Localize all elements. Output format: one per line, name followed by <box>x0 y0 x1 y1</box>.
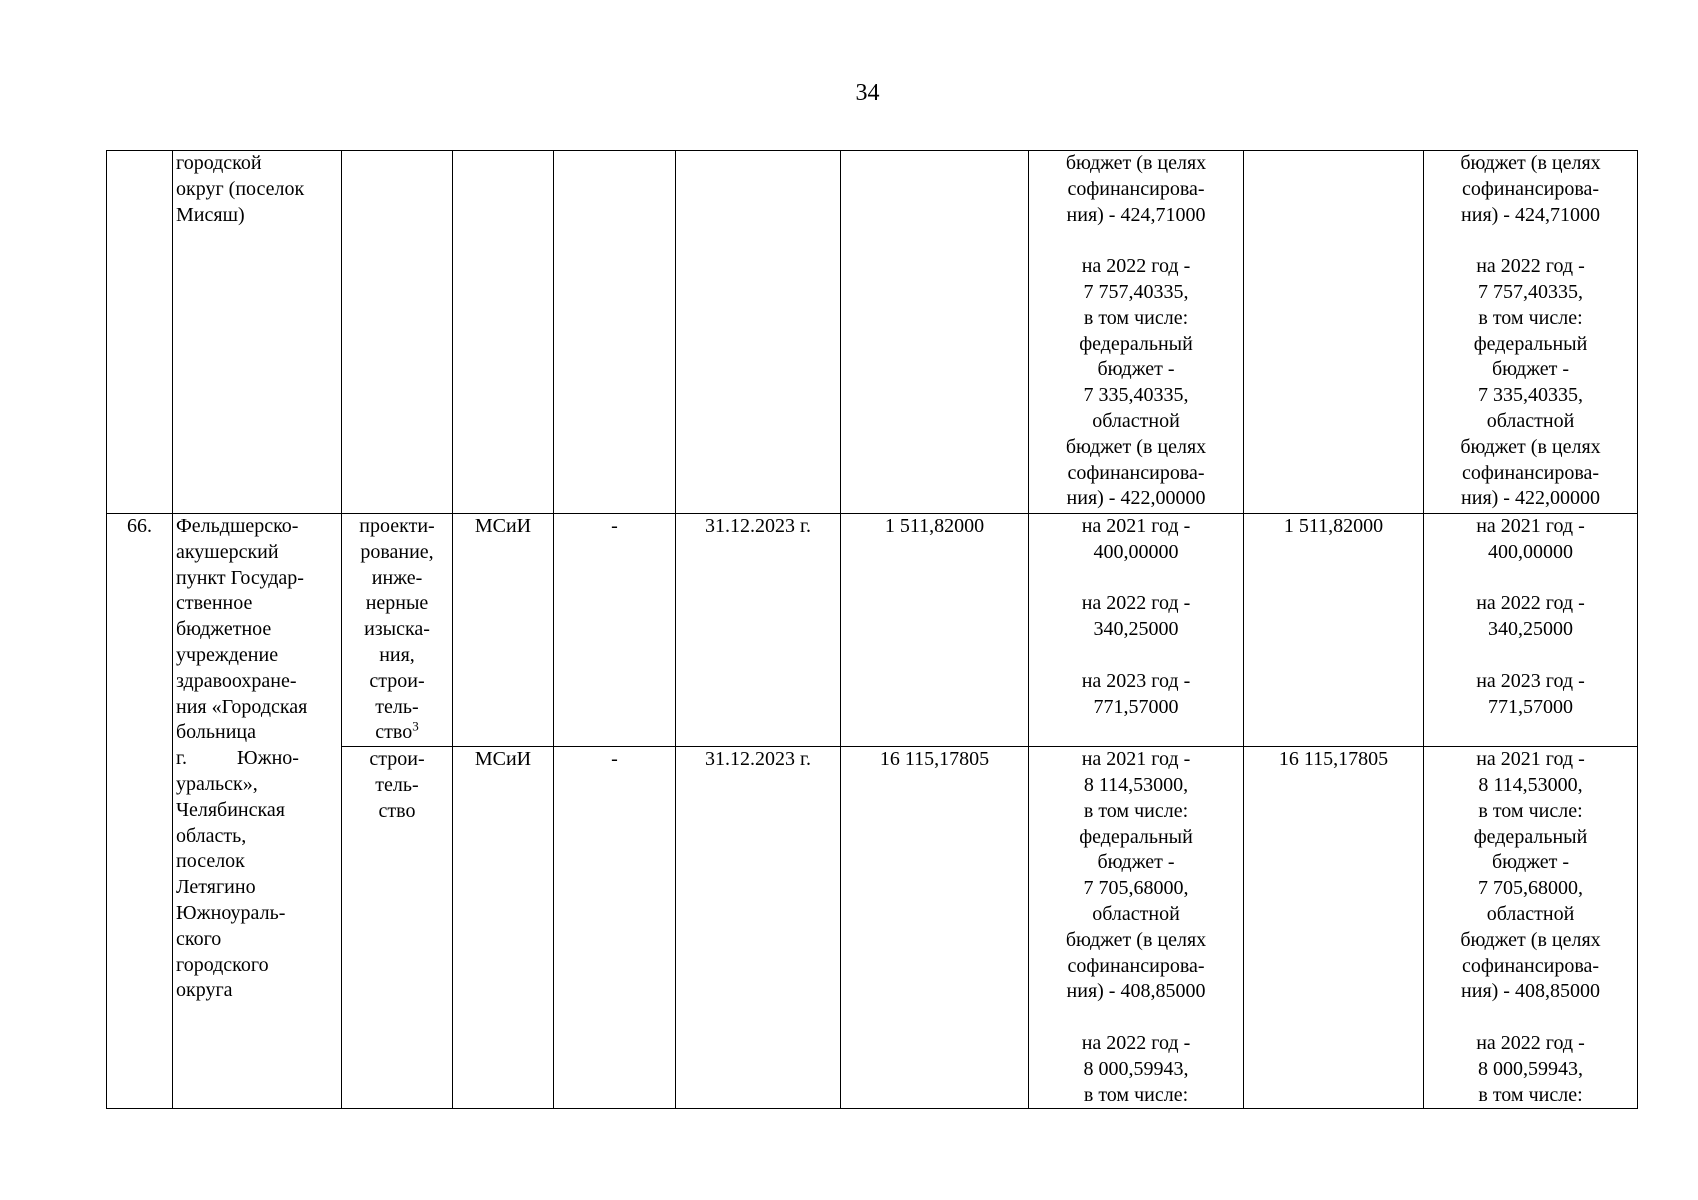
text-line: софинансирова- <box>1461 177 1600 200</box>
text-line: софинансирова- <box>1067 954 1205 977</box>
name-line: Челябинская <box>176 798 286 821</box>
text-line: федеральный <box>1079 332 1193 355</box>
text-line: областной <box>1092 409 1180 432</box>
text-line: на 2021 год - <box>1476 748 1585 771</box>
text-line: на 2022 год - <box>1081 1031 1191 1054</box>
work-line: ство <box>378 799 416 822</box>
cost-cell <box>841 151 1029 514</box>
name-line: городской <box>176 152 262 174</box>
name-line: ния «Городская <box>176 695 308 718</box>
work-line: рование, <box>360 540 434 563</box>
name-line: акушерский <box>176 540 279 563</box>
text-line: 340,25000 <box>1488 618 1573 641</box>
text-line: бюджет - <box>1097 358 1175 381</box>
object-table <box>106 150 1638 1109</box>
text-line: на 2022 год - <box>1081 255 1191 278</box>
name-line: уральск», <box>176 772 258 795</box>
text-line: 8 000,59943, <box>1083 1057 1189 1080</box>
text-line: ния) - 424,71000 <box>1461 203 1600 226</box>
text-line: ния) - 422,00000 <box>1461 487 1600 510</box>
work-line: нерные <box>365 592 429 615</box>
work-line: инже- <box>371 566 423 589</box>
name-line: учреждение <box>176 643 279 666</box>
text-line: бюджет - <box>1491 851 1570 874</box>
total-cost-cell: 16 115,17805 <box>1244 747 1424 1109</box>
text-line: областной <box>1092 902 1180 925</box>
text-line: на 2021 год - <box>1081 515 1191 537</box>
text-line: 7 757,40335, <box>1083 280 1189 303</box>
text-line: 7 335,40335, <box>1478 384 1583 407</box>
col4-cell <box>554 151 676 514</box>
text-line: на 2022 год - <box>1476 1031 1585 1054</box>
name-line: ского <box>176 927 222 950</box>
text-line: 400,00000 <box>1093 540 1179 563</box>
name-line: Южноураль- <box>176 901 286 924</box>
work-line-text: ство <box>375 721 413 744</box>
spacer <box>1032 566 1240 592</box>
name-line: бюджетное <box>176 618 272 641</box>
text-line: федеральный <box>1079 825 1193 848</box>
text-line: на 2022 год - <box>1081 592 1191 615</box>
work-type-cell <box>342 747 453 1109</box>
text-line: бюджет (в целях <box>1065 928 1207 951</box>
text-line: на 2022 год - <box>1476 592 1585 615</box>
name-line: округа <box>176 979 233 1002</box>
text-line: 400,00000 <box>1488 540 1573 563</box>
text-line: бюджет (в целях <box>1065 435 1207 458</box>
financing-by-year-cell-2 <box>1424 151 1638 514</box>
text-line: в том числе: <box>1478 306 1583 329</box>
work-type-cell <box>342 151 453 514</box>
name-line: городского <box>176 953 269 976</box>
name-line: ственное <box>176 592 253 615</box>
work-line-last <box>345 720 449 746</box>
spacer <box>1427 1005 1634 1031</box>
spacer <box>1427 643 1634 669</box>
name-line: поселок <box>176 850 245 873</box>
deadline-cell: 31.12.2023 г. <box>676 514 841 747</box>
name-line: Мисяш) <box>176 203 245 226</box>
total-cost-cell <box>1244 151 1424 514</box>
cost-cell: 16 115,17805 <box>841 747 1029 1109</box>
text-line: ния) - 424,71000 <box>1066 203 1206 226</box>
work-type-cell <box>342 514 453 747</box>
deadline-cell <box>676 151 841 514</box>
work-line: тель- <box>375 773 419 796</box>
financing-by-year-cell <box>1029 514 1244 747</box>
customer-cell: МСиИ <box>453 514 554 747</box>
text-line: 8 000,59943, <box>1478 1057 1583 1080</box>
spacer <box>1427 228 1634 254</box>
name-line: г. Южно- <box>176 747 299 770</box>
text-line: софинансирова- <box>1067 177 1205 200</box>
text-line: на 2023 год - <box>1476 669 1585 692</box>
page-number: 34 <box>855 80 880 106</box>
cost-cell: 1 511,82000 <box>841 514 1029 747</box>
text-line: на 2023 год - <box>1081 669 1191 692</box>
text-line: бюджет (в целях <box>1460 928 1601 951</box>
text-line: в том числе: <box>1083 799 1189 822</box>
text-line: федеральный <box>1473 825 1588 848</box>
object-name-cell <box>173 514 342 1109</box>
work-line: проекти- <box>359 515 435 537</box>
object-name-cell <box>173 151 342 514</box>
financing-by-year-cell <box>1029 151 1244 514</box>
text-line: 771,57000 <box>1093 695 1179 718</box>
name-line: пункт Государ- <box>176 566 304 589</box>
work-line: ния, <box>379 643 415 666</box>
name-line: Летягино <box>176 876 256 899</box>
text-line: 340,25000 <box>1093 618 1179 641</box>
work-line: строи- <box>369 669 425 692</box>
financing-by-year-cell-2 <box>1424 514 1638 747</box>
text-line: 771,57000 <box>1488 695 1573 718</box>
text-line: 7 757,40335, <box>1478 280 1583 303</box>
text-line: софинансирова- <box>1461 954 1600 977</box>
text-line: в том числе: <box>1478 799 1583 822</box>
spacer <box>1032 1005 1240 1031</box>
table-row-66-design <box>107 514 1638 747</box>
financing-by-year-cell-2 <box>1424 747 1638 1109</box>
text-line: в том числе: <box>1083 1083 1189 1106</box>
text-line: 8 114,53000, <box>1083 773 1189 796</box>
text-line: областной <box>1486 409 1575 432</box>
text-line: в том числе: <box>1083 306 1189 329</box>
financing-by-year-cell <box>1029 747 1244 1109</box>
row-number-cell <box>107 151 173 514</box>
table-row-continued <box>107 151 1638 514</box>
customer-cell <box>453 151 554 514</box>
deadline-cell: 31.12.2023 г. <box>676 747 841 1109</box>
spacer <box>1427 566 1634 592</box>
name-line: область, <box>176 824 247 847</box>
name-line: округ (поселок <box>176 177 305 200</box>
text-line: на 2021 год - <box>1476 515 1585 537</box>
text-line: 7 705,68000, <box>1083 877 1189 900</box>
text-line: 8 114,53000, <box>1478 773 1583 796</box>
text-line: бюджет - <box>1491 358 1570 381</box>
footnote-mark: 3 <box>412 718 419 734</box>
text-line: на 2021 год - <box>1081 748 1191 771</box>
text-line: в том числе: <box>1478 1083 1583 1106</box>
text-line: бюджет (в целях <box>1065 152 1207 174</box>
col4-cell: - <box>554 514 676 747</box>
text-line: софинансирова- <box>1067 461 1205 484</box>
total-cost-cell: 1 511,82000 <box>1244 514 1424 747</box>
name-line: Фельдшерско- <box>176 515 299 537</box>
name-line: больница <box>176 721 256 744</box>
work-line: строи- <box>369 748 425 771</box>
text-line: 7 335,40335, <box>1083 384 1189 407</box>
text-line: бюджет (в целях <box>1460 435 1601 458</box>
text-line: федеральный <box>1473 332 1588 355</box>
spacer <box>1032 228 1240 254</box>
text-line: бюджет - <box>1097 851 1175 874</box>
text-line: ния) - 408,85000 <box>1461 980 1600 1003</box>
text-line: на 2022 год - <box>1476 255 1585 278</box>
text-line: бюджет (в целях <box>1460 152 1601 174</box>
text-line: ния) - 422,00000 <box>1066 487 1206 510</box>
spacer <box>1032 643 1240 669</box>
row-number-cell: 66. <box>107 514 173 1109</box>
text-line: ния) - 408,85000 <box>1066 980 1206 1003</box>
work-line: тель- <box>375 695 419 718</box>
customer-cell: МСиИ <box>453 747 554 1109</box>
text-line: областной <box>1486 902 1575 925</box>
name-line: здравоохране- <box>176 669 297 692</box>
text-line: софинансирова- <box>1461 461 1600 484</box>
text-line: 7 705,68000, <box>1478 877 1583 900</box>
work-line: изыска- <box>364 618 430 641</box>
col4-cell: - <box>554 747 676 1109</box>
